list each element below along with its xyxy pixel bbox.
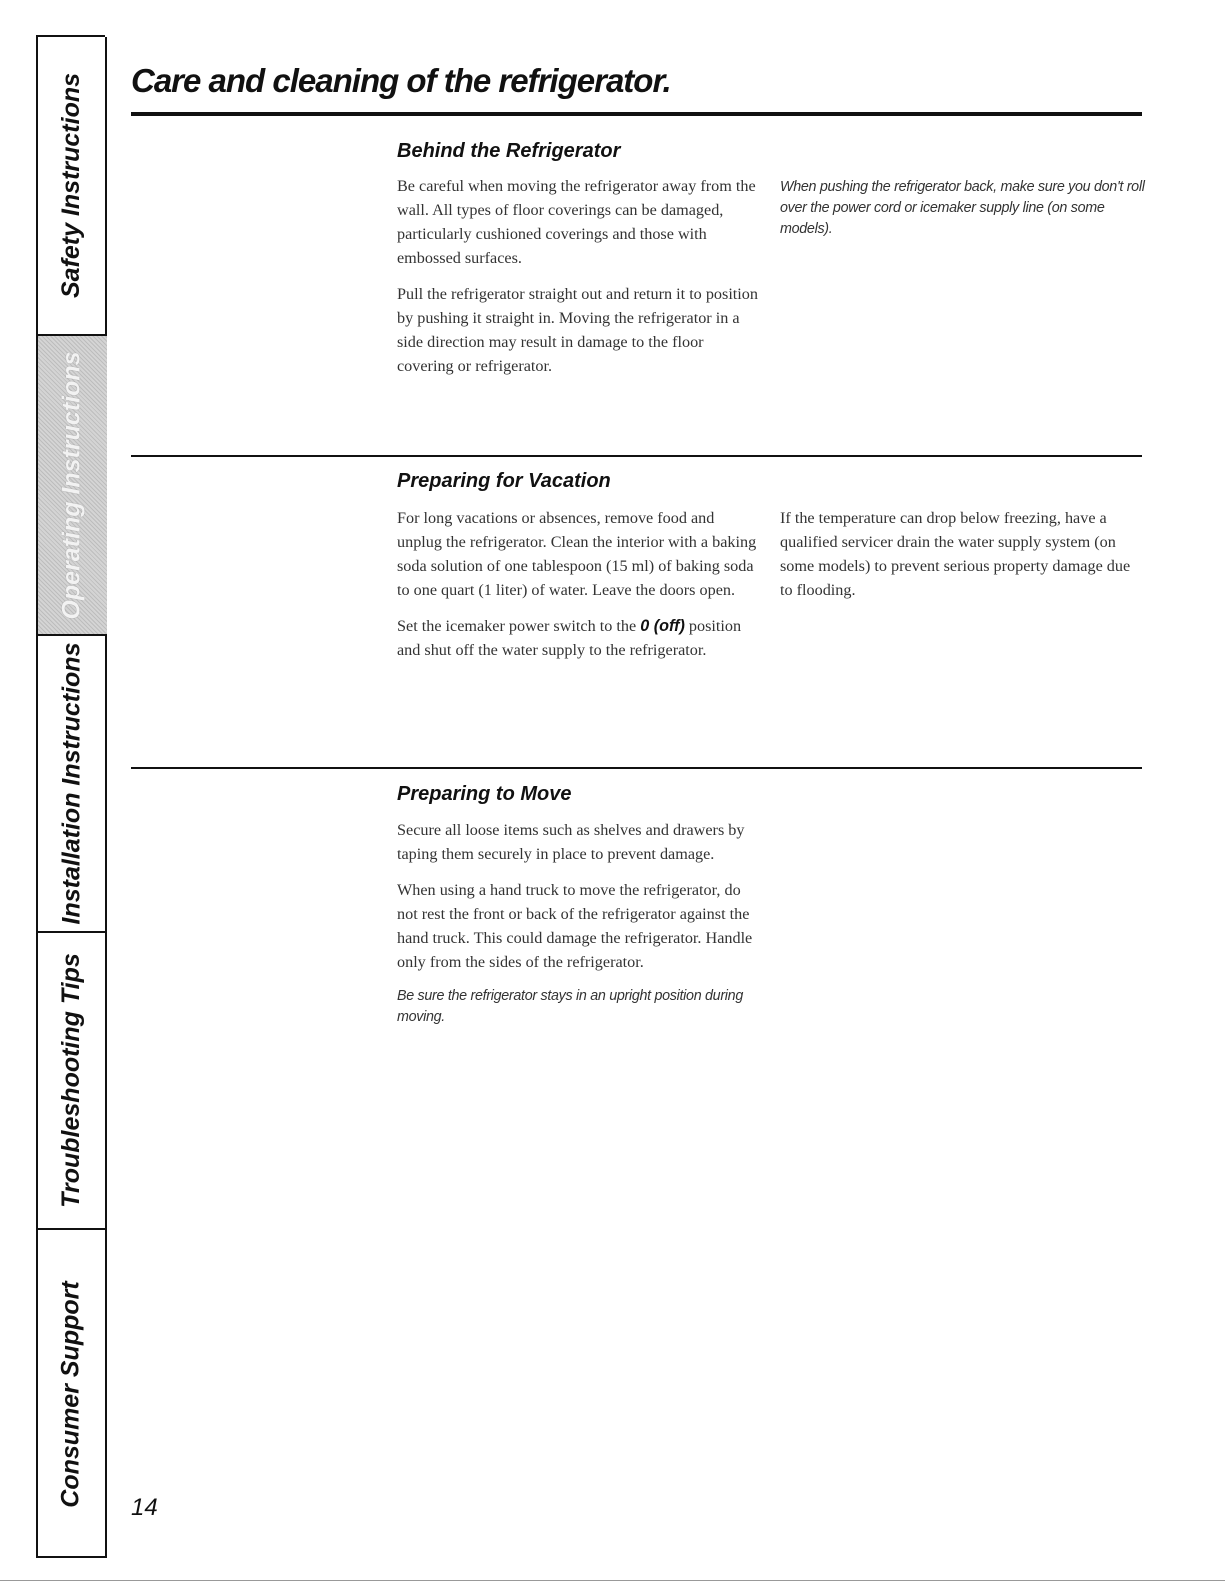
tab-installation-instructions[interactable] — [38, 636, 107, 931]
tab-label: Installation Instructions — [57, 642, 86, 925]
paragraph: Pull the refrigerator straight out and return it to position by pushing it straight in. Moving the refrigerator in a side direction may result in damage to the floor covering or refrigerator. — [397, 285, 758, 375]
tab-safety-instructions[interactable] — [38, 37, 107, 334]
side-note-text: When pushing the refrigerator back, make sure you don't roll over the power cord or icemaker supply line (on some models). — [780, 179, 1145, 237]
paragraph: Secure all loose items such as shelves and drawers by taping them securely in place to prevent damage. — [397, 821, 745, 863]
section-body-move — [397, 818, 762, 1028]
paragraph: If the temperature can drop below freezing, have a qualified servicer drain the water supply system (on some models) to prevent serious property damage due to flooding. — [780, 509, 1131, 599]
switch-text-before: Set the icemaker power switch to the — [397, 617, 637, 635]
sidebar-tabs — [36, 35, 105, 1558]
side-text-vacation — [780, 506, 1145, 614]
side-note-behind — [780, 177, 1145, 240]
page-number: 14 — [131, 1494, 158, 1521]
paragraph: Be careful when moving the refrigerator away from the wall. All types of floor coverings can be damaged, particularly cushioned coverings and those with embossed surfaces. — [397, 177, 756, 267]
tab-troubleshooting-tips[interactable] — [38, 933, 107, 1228]
section-divider — [131, 767, 1142, 769]
switch-text-after: position and shut off the water supply to the refrigerator. — [397, 617, 742, 659]
tab-label: Safety Instructions — [57, 72, 85, 299]
section-body-vacation — [397, 506, 762, 674]
section-body-behind — [397, 174, 762, 390]
move-note: Be sure the refrigerator stays in an upright position during moving. — [397, 988, 743, 1025]
page-bottom-rule — [0, 1580, 1225, 1581]
title-rule — [131, 112, 1142, 116]
tab-consumer-support[interactable] — [38, 1230, 107, 1558]
section-heading-behind: Behind the Refrigerator — [397, 140, 621, 162]
switch-position-label: 0 (off) — [640, 617, 685, 635]
tab-label: Operating Instructions — [58, 350, 86, 620]
section-heading-vacation: Preparing for Vacation — [397, 470, 611, 492]
tab-operating-instructions[interactable] — [38, 336, 107, 634]
tab-label: Troubleshooting Tips — [57, 953, 86, 1208]
section-heading-move: Preparing to Move — [397, 783, 572, 805]
page-title: Care and cleaning of the refrigerator. — [131, 62, 671, 99]
paragraph: When using a hand truck to move the refrigerator, do not rest the front or back of the refrigerator against the hand truck. This could damage the refrigerator. Handle only from the sides of the refrigerator. — [397, 881, 753, 971]
tab-label: Consumer Support — [57, 1280, 85, 1508]
paragraph-icemaker-switch — [397, 614, 762, 662]
paragraph: For long vacations or absences, remove food and unplug the refrigerator. Clean the interior with a baking soda solution of one tablespoon (15 ml) of baking soda to one quart (1 liter) of water. Leave the doors open. — [397, 509, 757, 599]
section-divider — [131, 455, 1142, 457]
